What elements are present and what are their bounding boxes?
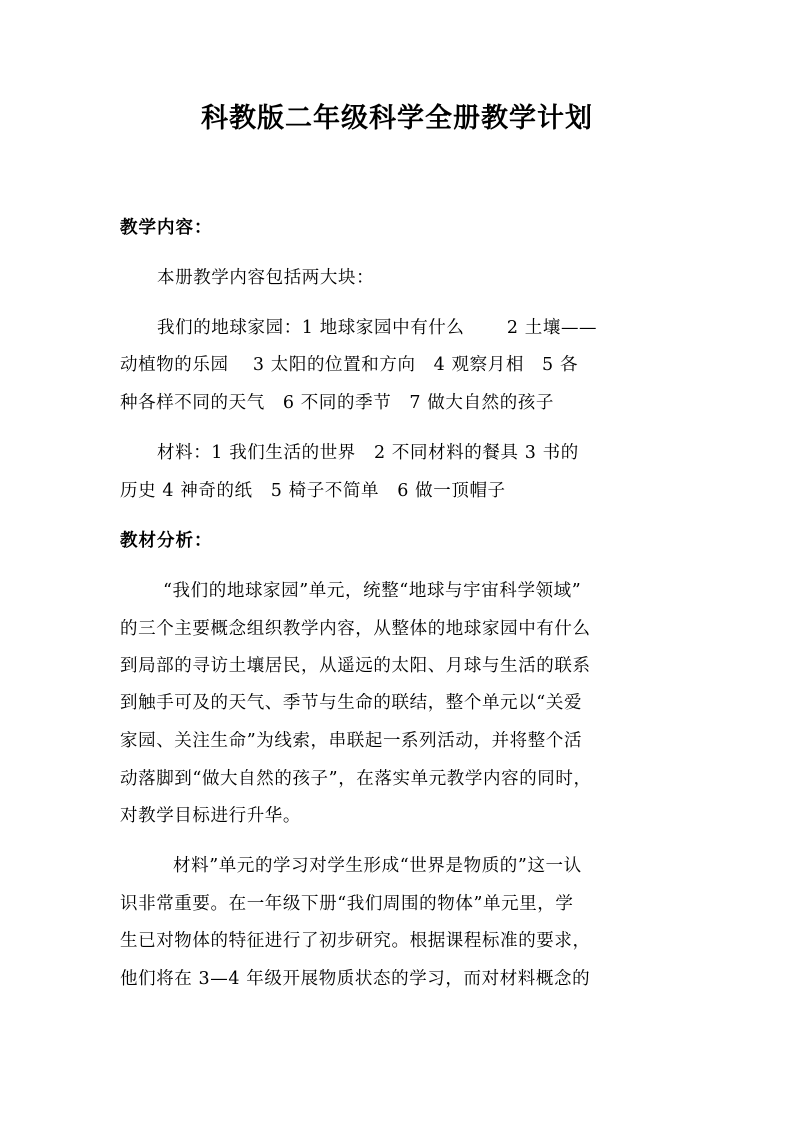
paragraph1-line: 到触手可及的天气、季节与生命的联结，整个单元以“关爱 xyxy=(120,693,583,713)
unit1-line: 动植物的乐园 3 太阳的位置和方向 4 观察月相 5 各 xyxy=(120,355,579,375)
unit1-line: 我们的地球家园：1 地球家园中有什么 2 土壤—— xyxy=(157,318,598,338)
paragraph2-line: 识非常重要。在一年级下册“我们周围的物体”单元里，学 xyxy=(120,894,574,914)
unit2-line: 历史 4 神奇的纸 5 椅子不简单 6 做一顶帽子 xyxy=(120,481,506,501)
paragraph1-line: “我们的地球家园”单元，统整“地球与宇宙科学领域” xyxy=(163,581,582,601)
paragraph1-line: 动落脚到“做大自然的孩子”，在落实单元教学内容的同时， xyxy=(120,769,592,789)
unit2-line: 材料：1 我们生活的世界 2 不同材料的餐具 3 书的 xyxy=(157,443,579,463)
unit1-line: 种各样不同的天气 6 不同的季节 7 做大自然的孩子 xyxy=(120,393,554,413)
intro-line: 本册教学内容包括两大块： xyxy=(157,268,375,288)
paragraph2-line: 他们将在 3—4 年级开展物质状态的学习，而对材料概念的 xyxy=(120,969,591,989)
paragraph1-line: 到局部的寻访土壤居民，从遥远的太阳、月球与生活的联系 xyxy=(120,656,591,676)
document-title: 科教版二年级科学全册教学计划 xyxy=(201,103,593,134)
section-heading-teaching-content: 教学内容： xyxy=(120,218,213,238)
paragraph2-line: 生已对物体的特征进行了初步研究。根据课程标准的要求， xyxy=(120,931,591,951)
paragraph2-line: 材料”单元的学习对学生形成“世界是物质的”这一认 xyxy=(173,856,582,876)
paragraph1-line: 家园、关注生命”为线索，串联起一系列活动，并将整个活 xyxy=(120,731,583,751)
section-heading-material-analysis: 教材分析： xyxy=(120,531,213,551)
paragraph1-line: 的三个主要概念组织教学内容，从整体的地球家园中有什么 xyxy=(120,619,591,639)
paragraph1-line: 对教学目标进行升华。 xyxy=(120,806,301,826)
